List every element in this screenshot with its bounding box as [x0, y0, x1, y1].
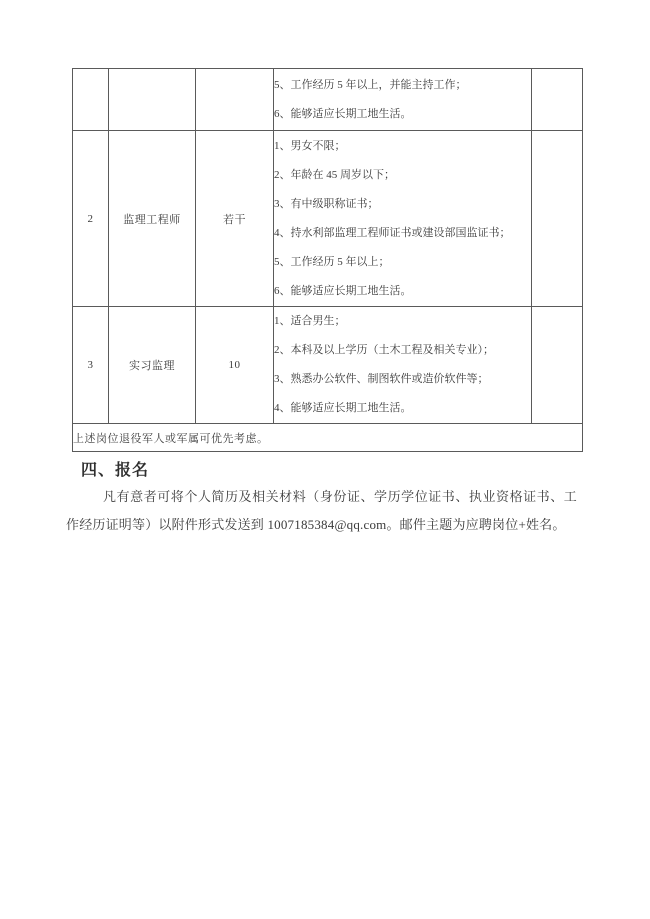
position-cell: [109, 69, 196, 131]
requirement-line: 6、能够适应长期工地生活。: [274, 107, 412, 120]
seq-cell: 3: [73, 307, 109, 424]
seq-cell: [73, 69, 109, 131]
headcount-cell: 若干: [196, 131, 274, 307]
application-instructions-paragraph: 凡有意者可将个人简历及相关材料（身份证、学历学位证书、执业资格证书、工作经历证明等）以附件形式发送到 1007185384@qq.com。邮件主题为应聘岗位+姓名。: [66, 489, 577, 532]
section-heading-registration: 四、报名: [81, 462, 150, 479]
remarks-cell: [532, 131, 583, 307]
requirement-line: 3、熟悉办公软件、制图软件或造价软件等；: [274, 373, 489, 385]
requirement-line: 1、适合男生；: [274, 315, 346, 327]
requirements-cell: [274, 69, 532, 131]
table-row-continued: [73, 69, 583, 131]
remarks-cell: [532, 69, 583, 131]
requirement-line: 3、有中级职称证书；: [274, 197, 379, 210]
seq-cell: 2: [73, 131, 109, 307]
headcount-cell: [196, 69, 274, 131]
requirement-line: 5、工作经历 5 年以上；: [274, 255, 390, 268]
requirements-cell: [274, 307, 532, 424]
position-cell: 监理工程师: [109, 131, 196, 307]
remarks-cell: [532, 307, 583, 424]
table-note-row: [73, 424, 583, 452]
requirements-cell: [274, 131, 532, 307]
table-row-supervising-engineer: [73, 131, 583, 307]
position-cell: 实习监理: [109, 307, 196, 424]
table-row-intern-supervisor: [73, 307, 583, 424]
headcount-cell: 10: [196, 307, 274, 424]
requirement-line: 5、工作经历 5 年以上，并能主持工作；: [274, 78, 467, 91]
recruitment-table: [72, 68, 583, 452]
requirement-line: 1、男女不限；: [274, 139, 346, 152]
requirement-line: 4、能够适应长期工地生活。: [274, 402, 412, 414]
requirement-line: 6、能够适应长期工地生活。: [274, 284, 412, 297]
requirement-line: 2、本科及以上学历（土木工程及相关专业）；: [274, 344, 494, 356]
requirement-line: 4、持水利部监理工程师证书或建设部国监证书；: [274, 226, 511, 239]
requirement-line: 2、年龄在 45 周岁以下；: [274, 168, 395, 181]
veterans-priority-note: 上述岗位退役军人或军属可优先考虑。: [73, 424, 583, 452]
